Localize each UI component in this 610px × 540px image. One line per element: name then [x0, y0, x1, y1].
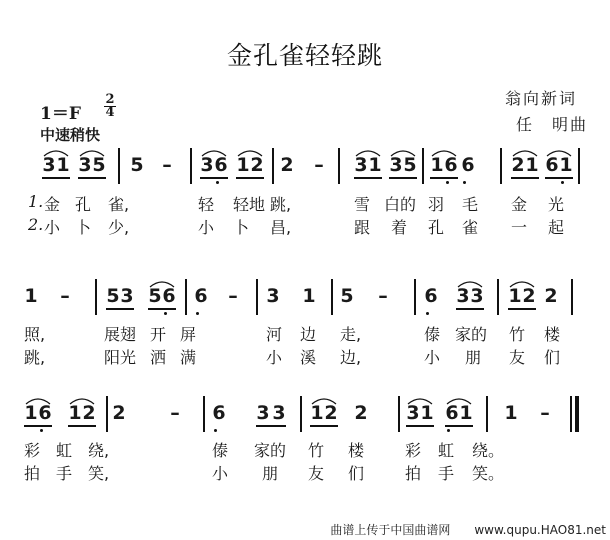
lyric: 河: [266, 325, 283, 344]
lyric: 卜: [233, 218, 250, 237]
note: 2: [511, 154, 525, 176]
note: 1: [420, 402, 434, 424]
dash: –: [314, 154, 324, 176]
note: 6: [424, 285, 438, 307]
lyric: 跳,: [270, 195, 292, 214]
lyric: 开: [150, 325, 167, 344]
lyric: 轻地: [233, 195, 266, 214]
lyric: 小: [198, 218, 215, 237]
lyric: 傣: [212, 441, 229, 460]
lyric: 友: [308, 464, 325, 483]
note: 1: [236, 154, 250, 176]
lyric: 走,: [340, 325, 362, 344]
lyric: 虹: [56, 441, 73, 460]
note: 3: [272, 402, 286, 424]
note: 6: [214, 154, 228, 176]
lyric: 跳,: [24, 348, 46, 367]
note: 2: [324, 402, 338, 424]
lyric: 金: [44, 195, 61, 214]
note: 1: [508, 285, 522, 307]
note: 6: [445, 402, 459, 424]
note: 1: [430, 154, 444, 176]
dash: –: [170, 402, 180, 424]
dash: –: [162, 154, 172, 176]
lyric: 起: [548, 218, 565, 237]
lyric: 孔: [428, 218, 445, 237]
note: 2: [522, 285, 536, 307]
note: 1: [302, 285, 316, 307]
lyric: 少,: [108, 218, 130, 237]
note: 5: [403, 154, 417, 176]
lyric: 楼: [544, 325, 561, 344]
note: 3: [406, 402, 420, 424]
song-title: 金孔雀轻轻跳: [226, 41, 383, 70]
time-signature-top: 2: [105, 92, 115, 107]
lyric: 小: [424, 348, 441, 367]
lyric: 拍: [24, 464, 41, 483]
note: 3: [456, 285, 470, 307]
dash: –: [60, 285, 70, 307]
lyric: 昌,: [270, 218, 292, 237]
composer-credit: 任 明曲: [516, 115, 589, 134]
note: 2: [250, 154, 264, 176]
lyric: 毛: [462, 195, 479, 214]
lyric: 朋: [465, 348, 482, 367]
note: 1: [24, 285, 38, 307]
note: 6: [461, 154, 475, 176]
lyric: 羽: [428, 195, 445, 214]
note: 6: [212, 402, 226, 424]
lyric: 边,: [340, 348, 362, 367]
lyric: 家的: [254, 441, 287, 460]
lyric: 绕,: [88, 441, 110, 460]
lyric: 笑,: [88, 464, 110, 483]
note: 1: [459, 402, 473, 424]
note: 3: [200, 154, 214, 176]
note: 3: [266, 285, 280, 307]
note: 3: [354, 154, 368, 176]
lyric: 展翅: [104, 325, 137, 344]
lyric: 小: [212, 464, 229, 483]
note: 3: [78, 154, 92, 176]
note: 3: [120, 285, 134, 307]
lyric: 傣: [424, 325, 441, 344]
lyric: 卜: [75, 218, 92, 237]
tempo-marking: 中速稍快: [40, 126, 101, 144]
lyric: 朋: [262, 464, 279, 483]
lyric: 拍: [405, 464, 422, 483]
lyric: 屏: [180, 325, 197, 344]
lyric: 虹: [438, 441, 455, 460]
note: 3: [389, 154, 403, 176]
lyric: 家的: [455, 325, 488, 344]
note: 2: [112, 402, 126, 424]
note: 6: [194, 285, 208, 307]
site-footer: 曲谱上传于中国曲谱网 www.qupu.HAO81.net: [330, 523, 606, 537]
note: 5: [130, 154, 144, 176]
lyric: 竹: [509, 325, 526, 344]
verse-number: 2.: [28, 215, 44, 234]
slur: [447, 399, 471, 404]
note: 3: [42, 154, 56, 176]
lyric: 小: [266, 348, 283, 367]
lyric: 友: [509, 348, 526, 367]
lyric: 轻: [198, 195, 215, 214]
note: 6: [162, 285, 176, 307]
lyric: 着: [391, 218, 408, 237]
note: 1: [56, 154, 70, 176]
lyric: 金: [511, 195, 528, 214]
slur: [408, 399, 432, 404]
lyric: 光: [548, 195, 565, 214]
lyric: 楼: [348, 441, 365, 460]
note: 5: [148, 285, 162, 307]
lyric: 竹: [308, 441, 325, 460]
note: 6: [38, 402, 52, 424]
note: 5: [340, 285, 354, 307]
lyric: 一: [511, 218, 528, 237]
note: 1: [368, 154, 382, 176]
lyric: 绕。: [472, 441, 505, 460]
lyric: 彩: [24, 441, 41, 460]
note: 1: [525, 154, 539, 176]
lyric: 们: [348, 464, 365, 483]
note: 6: [444, 154, 458, 176]
note: 2: [82, 402, 96, 424]
slur: [26, 399, 50, 404]
verse-number: 1.: [28, 192, 44, 211]
note: 5: [106, 285, 120, 307]
lyric: 小: [44, 218, 61, 237]
lyric: 阳光: [104, 348, 137, 367]
lyric: 手: [56, 464, 73, 483]
note: 1: [310, 402, 324, 424]
slur: [70, 399, 94, 404]
lyric: 白的: [384, 195, 417, 214]
dash: –: [228, 285, 238, 307]
note: 6: [545, 154, 559, 176]
note: 1: [559, 154, 573, 176]
note: 2: [354, 402, 368, 424]
lyricist-credit: 翁向新词: [505, 89, 578, 108]
lyric: 笑。: [472, 464, 505, 483]
lyric: 手: [438, 464, 455, 483]
lyric: 们: [544, 348, 561, 367]
lyric: 满: [180, 348, 197, 367]
lyric: 边: [300, 325, 317, 344]
lyric: 彩: [405, 441, 422, 460]
key-signature: 1＝F: [40, 104, 81, 124]
note: 1: [504, 402, 518, 424]
lyric: 跟: [354, 218, 371, 237]
time-signature-bottom: 4: [105, 105, 115, 120]
note: 1: [68, 402, 82, 424]
note: 3: [470, 285, 484, 307]
lyric: 雀,: [108, 195, 130, 214]
note: 1: [24, 402, 38, 424]
lyric: 洒: [150, 348, 167, 367]
note: 2: [280, 154, 294, 176]
lyric: 雪: [354, 195, 371, 214]
dash: –: [378, 285, 388, 307]
note: 2: [544, 285, 558, 307]
lyric: 雀: [462, 218, 479, 237]
lyric: 照,: [24, 325, 46, 344]
note: 5: [92, 154, 106, 176]
lyric: 孔: [75, 195, 92, 214]
dash: –: [540, 402, 550, 424]
slur: [312, 399, 336, 404]
note: 3: [256, 402, 270, 424]
lyric: 溪: [300, 348, 317, 367]
